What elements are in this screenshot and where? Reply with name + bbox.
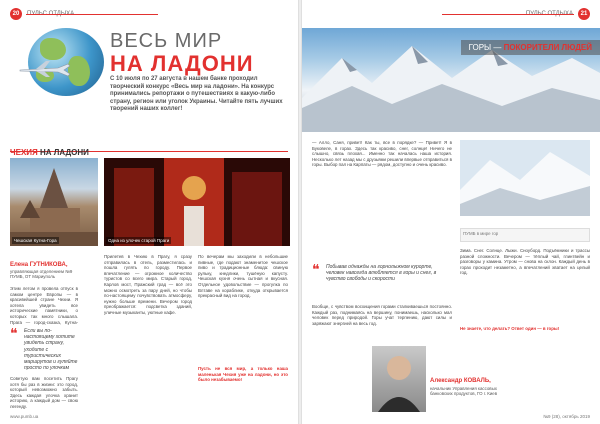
photo-caption: Одна из улочек старой Праги bbox=[108, 238, 170, 243]
intro-text: С 10 июля по 27 августа в нашем банке проходил творческий конкурс «Весь мир на ладони». На конкурс принимались репортажи о путешествиях в какую-либо страну, регион или уголок Украины. Читайте пять лучших творений наших коллег! bbox=[110, 76, 283, 113]
page-number-left: 20 bbox=[10, 8, 22, 20]
section-title-a: ЧЕХИЯ bbox=[10, 148, 38, 157]
page-title-line1: ВЕСЬ МИР bbox=[110, 30, 223, 52]
quote-mark-icon: ❝ bbox=[10, 326, 18, 342]
right-page bbox=[302, 0, 600, 424]
running-head-text: ПУЛЬС ОТДЫХА bbox=[27, 11, 75, 17]
photo-kutna-hora bbox=[10, 158, 98, 246]
article-column-2: Зима. Снег. Солнце. Лыжи. Сноуборд. Подъёмники и трассы разной сложности. Вечером — тёплый чай, глинтвейн и разговоры у камина. Утром — снова на склон. Каждый день в горах проходит незаметно, а впечатлений хватает на целый год. bbox=[460, 248, 590, 276]
photo-prague-street bbox=[104, 158, 290, 246]
author-photo bbox=[372, 346, 426, 412]
page-number-right: 21 bbox=[578, 8, 590, 20]
pull-quote: Если вы по-настоящему хотите увидеть страну, уходите с туристических маршрутов и гуляйте просто по улочкам bbox=[24, 328, 78, 372]
section-title-czech bbox=[10, 142, 288, 157]
author-position: начальник Управления кассовых банковских продуктов, ГО г. Киев bbox=[430, 386, 498, 397]
left-page bbox=[0, 0, 298, 424]
article-column-1: — Алло, Саня, привет! Как ты, все в порядке? — Привет! Я в Буковеле, в горах. Здесь так красиво, снег, солнце! Ничего не слышно, связь плохая... Именно так началась наша история. Несколько лет назад мы с друзьями решили впервые отправиться в горы. Выбор пал на Карпаты — рядом, доступно и очень красиво. bbox=[312, 140, 452, 168]
article-column-1: Этим летом я провела отпуск в самом центре Европы — в красивейшей стране Чехии. Я хотела увидеть все исторические памятники, о которых так много слышала. Прага — город-сказка, Кутна- bbox=[10, 286, 78, 325]
article-column-1b: Вообще, с чувством восхищения горами сталкиваешься постоянно. Каждый раз, поднимаясь на вершину, понимаешь, насколько мал человек перед природой. Горы учат терпению, дают силы и заряжают энергией на весь год. bbox=[312, 304, 452, 326]
running-head-text: ПУЛЬС ОТДЫХА bbox=[525, 11, 573, 17]
page-title-line2: НА ЛАДОНИ bbox=[110, 51, 254, 76]
author-name: Александр КОВАЛЬ, bbox=[430, 378, 491, 384]
section-title-b: НА ЛАДОНИ bbox=[37, 148, 89, 157]
footer-url: www.pumb.ua bbox=[10, 414, 39, 419]
header-rule bbox=[26, 14, 158, 15]
photo-caption-box: ПУМБ в мире гор bbox=[460, 228, 590, 242]
photo-caption: Чешская Кутна-Гора bbox=[14, 238, 57, 243]
author-position: управляющая отделением №9 ПУМБ, ОТ Мариуполь bbox=[10, 269, 73, 280]
section-title-mountains bbox=[461, 40, 600, 55]
author-name: Елена ГУТНИКОВА, bbox=[10, 262, 68, 268]
quote-mark-icon: ❝ bbox=[312, 262, 320, 278]
closing-line: Пусть не вся мир, а только наша маленькая Чехия уже на ладони, но это было незабываемо! bbox=[198, 366, 288, 383]
article-column-2: Прилетев в Чехию в Прагу, я сразу отправилась в отель, разместилась и пошла гулять по городу. Первое впечатление — огромное количество туристов со всего мира. Старый город, Карлов мост, Пражский град — всё это можно осмотреть за пару дней, но чтобы по-настоящему почувствовать атмосферу, нужно больше времени. Вечером город преображается: подсветка зданий, уличные музыканты, уютные кафе. bbox=[104, 254, 192, 315]
footer-issue: №9 (28), октябрь 2019 bbox=[543, 414, 590, 419]
section-title-b: ПОКОРИТЕЛИ ЛЮДЕЙ bbox=[503, 43, 592, 52]
article-column-3: По вечерам мы заходили в небольшие пивные, где подают знаменитое чешское пиво и традиционные блюда: свиную рульку, кнедлики, тушёную капусту. Чешская кухня очень сытная и вкусная. Отдельное удовольствие — прогулка по Влтаве на кораблике, откуда открывается прекрасный вид на город. bbox=[198, 254, 288, 299]
closing-line: Не знаете, что делать? Ответ один — в горы! bbox=[460, 326, 560, 331]
airplane-icon bbox=[18, 60, 70, 78]
section-title-a: ГОРЫ — bbox=[468, 43, 504, 52]
article-column-1b: Советую вам посетить Прагу хотя бы раз в жизни: это город, который невозможно забыть. Здесь каждая улочка хранит историю, а каждый дом — свою легенду. bbox=[10, 376, 78, 409]
photo-ski-slope bbox=[460, 140, 590, 216]
pull-quote: Побывав однажды на горнолыжном курорте, человек навсегда влюбляется в горы и снег, в чувство свободы и скорости bbox=[326, 264, 437, 283]
header-rule bbox=[442, 14, 574, 15]
